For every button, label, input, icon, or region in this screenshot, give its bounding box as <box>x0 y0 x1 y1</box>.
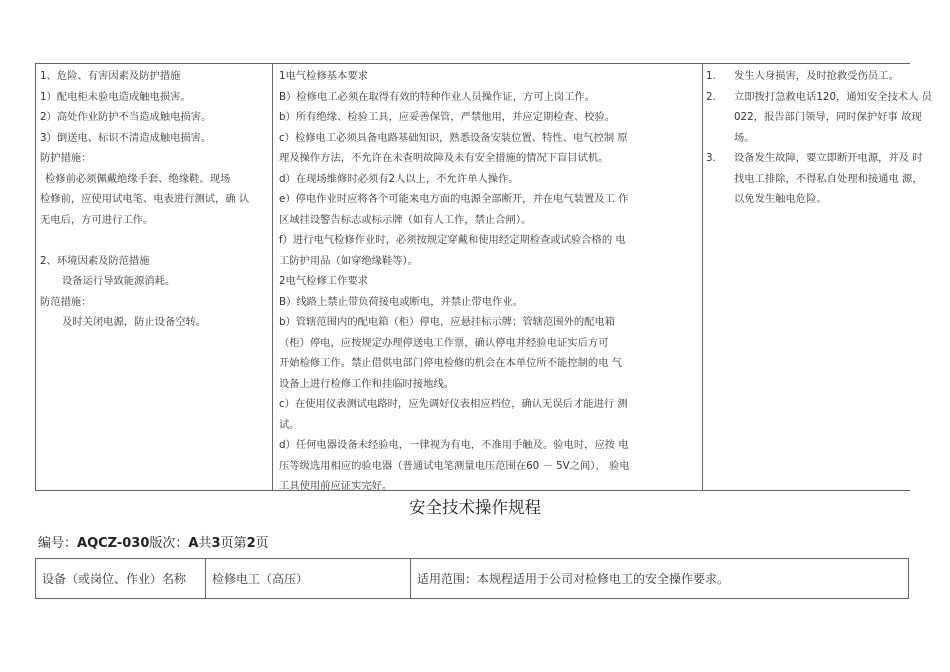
document-title: 安全技术操作规程 <box>409 498 541 517</box>
emergency-text: 以免发生触电危险。 <box>734 193 827 205</box>
requirement-line: 压等级选用相应的验电器（普通试电笔测量电压范围在60 － 5V之间）， 验电 <box>279 459 630 472</box>
requirement-line: 区域挂设警告标志或标示牌（如有人工作，禁止合闸）。 <box>279 213 532 226</box>
requirement-line: 设备上进行检修工作和挂临时接地线。 <box>279 377 455 390</box>
requirement-line: b）管辖范围内的配电箱（柜）停电，应悬挂标示牌；管辖范围外的配电箱 <box>279 316 616 328</box>
item-number: 1. <box>706 70 716 82</box>
item-number: 2. <box>706 90 716 103</box>
code-label: 编号： <box>38 536 78 551</box>
hazard-item: 1）配电柜未验电造成触电损害。 <box>40 90 191 103</box>
requirements-heading: 1电气检修基本要求 <box>279 70 368 82</box>
protection-text: 检修前，应使用试电笔、电表进行测试，确 认 <box>40 193 250 205</box>
page-number: 2 <box>246 536 256 551</box>
prevention-label: 防范措施： <box>40 295 92 308</box>
hazard-item: 2）高处作业防护不当造成触电损害。 <box>40 111 212 123</box>
page-label: 页第 <box>220 536 247 551</box>
requirement-line: （柜）停电，应按规定办理停送电工作票，确认停电并经验电证实后方可 <box>279 336 609 349</box>
procedure-table <box>35 63 932 492</box>
page-suffix: 页 <box>255 536 269 551</box>
requirement-line: e）停电作业时应将各个可能来电方面的电源全部断开，并在电气装置及工 作 <box>279 193 629 205</box>
requirement-line: b）所有绝缘、检验工具，应妥善保管，严禁他用，并应定期检查、校验。 <box>279 111 616 123</box>
requirements-column <box>273 64 703 490</box>
requirement-line: B）检修电工必须在取得有效的特种作业人员操作证，方可上岗工作。 <box>279 90 595 103</box>
requirement-line: c）检修电工必须具备电路基础知识，熟悉设备安装位置、特性、电气控制 原 <box>279 131 628 144</box>
info-table <box>35 558 909 599</box>
scope-text: 适用范围：本规程适用于公司对检修电工的安全操作要求。 <box>417 572 730 586</box>
hazard-heading: 1、危险、有害因素及防护措施 <box>40 70 181 82</box>
item-number: 3. <box>706 152 716 164</box>
emergency-text: 立即拨打急救电话120，通知安全技术人 员 <box>734 90 932 103</box>
emergency-item <box>706 87 932 149</box>
requirement-line: c）在使用仪表测试电路时，应先调好仪表相应档位，确认无误后才能进行 测 <box>279 398 628 410</box>
requirement-line: d）任何电器设备未经验电，一律视为有电，不准用手触及。验电时，应按 电 <box>279 439 629 451</box>
emergency-column <box>703 64 932 490</box>
emergency-item <box>706 66 908 87</box>
equipment-name: 检修电工（高压） <box>206 559 411 598</box>
emergency-text: 022，报告部门领导，同时保护好事 故现 <box>734 111 922 123</box>
version-label: 版次： <box>149 536 189 551</box>
version-value: A <box>188 536 199 551</box>
requirement-line: B）线路上禁止带负荷接电或断电，并禁止带电作业。 <box>279 295 523 308</box>
equipment-label: 设备（或岗位、作业）名称 <box>36 559 206 598</box>
work-requirements-heading: 2电气检修工作要求 <box>279 275 368 287</box>
requirement-line: f）进行电气检修作业时，必须按规定穿戴和使用经定期检查或试验合格的 电 <box>279 234 626 246</box>
requirement-line: 工防护用品（如穿绝缘鞋等）。 <box>279 254 419 267</box>
emergency-text: 设备发生故障，要立即断开电源，并及 时 <box>734 152 923 164</box>
emergency-text: 发生人身损害，及时抢救受伤员工。 <box>734 70 899 82</box>
environment-heading: 2、环境因素及防范措施 <box>40 254 150 267</box>
total-pages: 3 <box>211 536 221 551</box>
requirement-line: 试。 <box>279 418 300 431</box>
requirement-line: d）在现场维修时必须有2人以上，不允许单人操作。 <box>279 172 519 185</box>
protection-label: 防护措施： <box>40 152 92 164</box>
protection-text: 检修前必须佩戴绝缘手套、绝缘鞋。现场 <box>45 172 231 185</box>
total-label: 共 <box>198 536 212 551</box>
emergency-text: 找电工排除，不得私自处理和接通电 源， <box>734 172 923 185</box>
requirement-line: 开始检修工作。禁止借供电部门停电检修的机会在本单位所不能控制的电 气 <box>279 357 623 369</box>
emergency-item <box>706 148 923 210</box>
requirement-line: 理及操作方法，不允许在未查明故障及未有安全措施的情况下盲目试机。 <box>279 152 609 164</box>
emergency-text: 场。 <box>734 131 755 144</box>
environment-item: 设备运行导致能源消耗。 <box>62 275 176 287</box>
protection-text: 无电后，方可进行工作。 <box>40 213 154 226</box>
hazards-column <box>35 64 273 490</box>
requirement-line: 工具使用前应证实完好。 <box>279 480 393 492</box>
hazard-item: 3）倒送电、标识不清造成触电损害。 <box>40 131 212 144</box>
document-meta <box>38 532 269 551</box>
prevention-text: 及时关闭电源，防止设备空转。 <box>62 316 207 328</box>
document-code: AQCZ-030 <box>77 536 150 551</box>
